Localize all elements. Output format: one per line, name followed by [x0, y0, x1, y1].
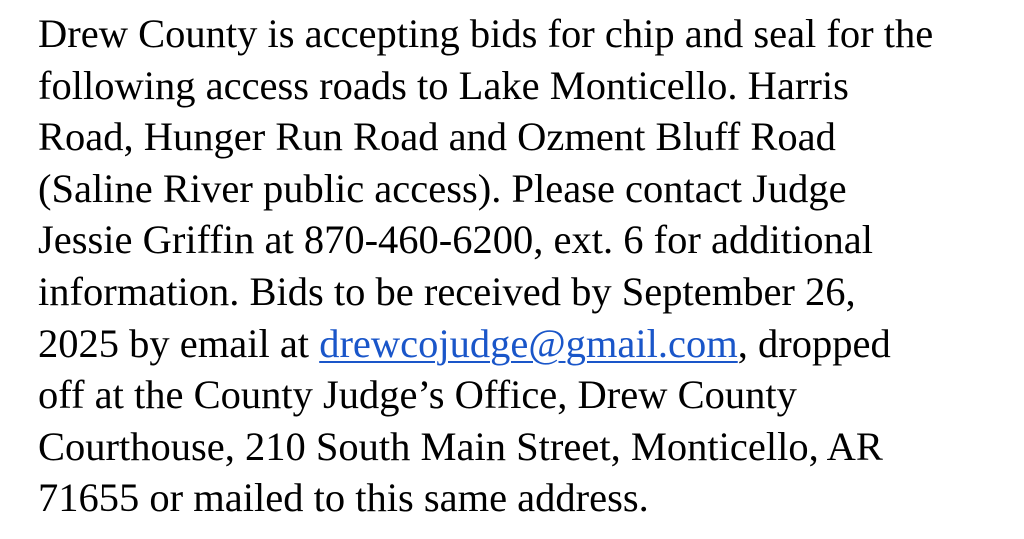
notice-line: 71655 or mailed to this same address. [38, 475, 649, 521]
notice-line: Drew County is accepting bids for chip and seal for the [38, 11, 934, 56]
bid-notice [38, 8, 1013, 524]
notice-line: Jessie Griffin at 870-460-6200, ext. 6 for additional [38, 217, 873, 263]
email-link[interactable]: drewcojudge@gmail.com [319, 320, 738, 366]
notice-line-email [38, 318, 1013, 370]
notice-line: following access roads to Lake Monticello. Harris [38, 62, 849, 108]
notice-line: information. Bids to be received by September 26, [38, 268, 856, 314]
notice-line: off at the County Judge’s Office, Drew County [38, 372, 797, 418]
notice-line: (Saline River public access). Please contact Judge [38, 165, 847, 211]
email-prefix-text: 2025 by email at [38, 320, 320, 366]
notice-line: Courthouse, 210 South Main Street, Monticello, AR [38, 423, 883, 469]
notice-line: Road, Hunger Run Road and Ozment Bluff Road [38, 114, 836, 160]
email-suffix-text: , dropped [737, 320, 891, 366]
